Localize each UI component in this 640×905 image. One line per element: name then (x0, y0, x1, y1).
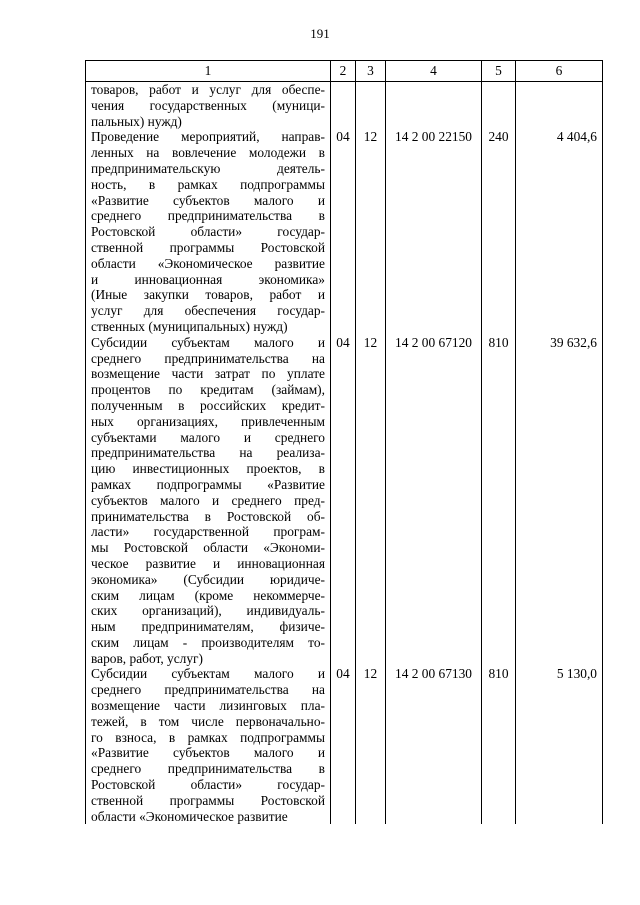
description-line: экономика» (Субсидии юридиче- (91, 571, 325, 587)
description-line: ственной программы Ростовской (91, 239, 325, 255)
description-line: предпринимательства на реализа- (91, 445, 325, 461)
description-line: процентов по кредитам (займам), (91, 382, 325, 398)
description-line: ность, в рамках подпрограммы (91, 176, 325, 192)
description-line: среднего предпринимательства на (91, 682, 325, 698)
description-line: (Иные закупки товаров, работ и (91, 287, 325, 303)
description-line: ским лицам (кроме некоммерче- (91, 587, 325, 603)
table-row (86, 82, 603, 130)
description-line: ленных на вовлечение молодежи в (91, 145, 325, 161)
amount-value: 39 632,6 (516, 335, 603, 667)
subsection-code: 12 (356, 129, 386, 334)
expense-type-code (482, 82, 516, 130)
expense-type-code: 810 (482, 666, 516, 824)
target-item-code: 14 2 00 67130 (386, 666, 482, 824)
description-line: среднего предпринимательства на (91, 350, 325, 366)
column-header-1: 1 (86, 61, 331, 82)
description-line: варов, работ, услуг) (91, 650, 203, 666)
description-line: пальных) нужд) (91, 113, 182, 129)
target-item-code (386, 82, 482, 130)
description-line: тежей, в том числе первоначально- (91, 713, 325, 729)
description-line: области «Экономическое развитие (91, 808, 288, 824)
description-line: рамках подпрограммы «Развитие (91, 476, 325, 492)
header-row (86, 61, 603, 82)
amount-value: 4 404,6 (516, 129, 603, 334)
subsection-code: 12 (356, 666, 386, 824)
column-header-2: 2 (331, 61, 356, 82)
section-code: 04 (331, 666, 356, 824)
expense-description (86, 82, 331, 130)
section-code: 04 (331, 335, 356, 667)
amount-value (516, 82, 603, 130)
expense-description (86, 129, 331, 334)
amount-value: 5 130,0 (516, 666, 603, 824)
description-line: и инновационная экономика» (91, 271, 325, 287)
description-line: ских организаций), индивидуаль- (91, 603, 325, 619)
description-line: принимательства в Ростовской об- (91, 508, 325, 524)
expense-type-code: 240 (482, 129, 516, 334)
description-line: возмещение части затрат по уплате (91, 366, 325, 382)
expense-description (86, 335, 331, 667)
description-line: среднего предпринимательства в (91, 208, 325, 224)
page-number: 191 (310, 26, 330, 41)
description-line: возмещение части лизинговых пла- (91, 698, 325, 714)
description-line: ным предпринимателям, физиче- (91, 619, 325, 635)
column-header-3: 3 (356, 61, 386, 82)
budget-table (85, 60, 603, 824)
description-line: среднего предпринимательства в (91, 761, 325, 777)
expense-type-code: 810 (482, 335, 516, 667)
subsection-code: 12 (356, 335, 386, 667)
description-line: Субсидии субъектам малого и (91, 666, 325, 682)
description-line: «Развитие субъектов малого и (91, 745, 325, 761)
description-line: го взноса, в рамках подпрограммы (91, 729, 325, 745)
description-line: Субсидии субъектам малого и (91, 334, 325, 350)
description-line: чения государственных (муници- (91, 97, 325, 113)
subsection-code (356, 82, 386, 130)
description-line: Ростовской области» государ- (91, 224, 325, 240)
description-line: ственных (муниципальных) нужд) (91, 318, 288, 334)
description-line: области «Экономическое развитие (91, 255, 325, 271)
column-header-6: 6 (516, 61, 603, 82)
table-row (86, 335, 603, 667)
description-line: полученным в российских кредит- (91, 397, 325, 413)
description-line: мы Ростовской области «Экономи- (91, 540, 325, 556)
description-line: ных организациях, привлеченным (91, 413, 325, 429)
description-line: ласти» государственной програм- (91, 524, 325, 540)
description-line: Ростовской области» государ- (91, 777, 325, 793)
description-line: ственной программы Ростовской (91, 792, 325, 808)
description-line: предпринимательскую деятель- (91, 160, 325, 176)
expense-description (86, 666, 331, 824)
target-item-code: 14 2 00 22150 (386, 129, 482, 334)
table-row (86, 666, 603, 824)
description-line: ческое развитие и инновационная (91, 555, 325, 571)
description-line: субъектами малого и среднего (91, 429, 325, 445)
table-row (86, 129, 603, 334)
description-line: Проведение мероприятий, направ- (91, 129, 325, 145)
description-line: услуг для обеспечения государ- (91, 303, 325, 319)
description-line: цию инвестиционных проектов, в (91, 461, 325, 477)
section-code: 04 (331, 129, 356, 334)
target-item-code: 14 2 00 67120 (386, 335, 482, 667)
column-header-4: 4 (386, 61, 482, 82)
column-header-5: 5 (482, 61, 516, 82)
description-line: «Развитие субъектов малого и (91, 192, 325, 208)
section-code (331, 82, 356, 130)
description-line: субъектов малого и среднего пред- (91, 492, 325, 508)
description-line: ским лицам - производителям то- (91, 634, 325, 650)
description-line: товаров, работ и услуг для обеспе- (91, 82, 325, 97)
